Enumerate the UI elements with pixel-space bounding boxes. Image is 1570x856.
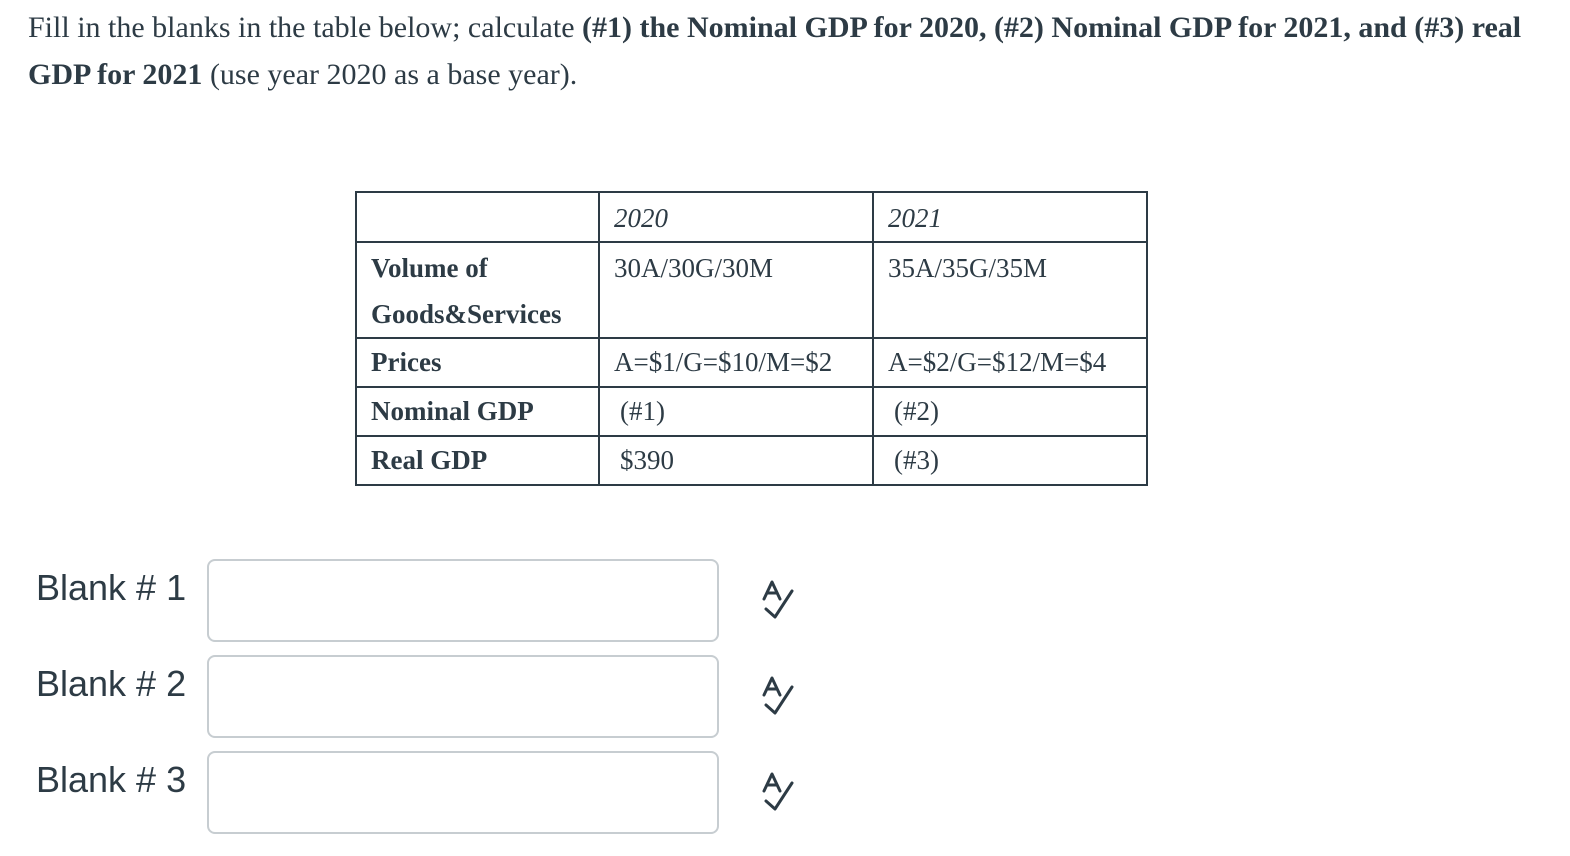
table-row — [356, 436, 1147, 485]
cell-real-2020-text: $390 — [620, 445, 674, 475]
row-label-volume-line1: Volume of — [371, 253, 488, 283]
cell-prices-2020: A=$1/G=$10/M=$2 — [599, 338, 873, 387]
blank-input-3[interactable] — [207, 751, 719, 834]
blank-input-2[interactable] — [207, 655, 719, 738]
row-label-volume — [356, 242, 599, 338]
question-text — [28, 4, 1528, 98]
blank-label-1: Blank # 1 — [36, 567, 187, 608]
blank-row-2 — [0, 655, 900, 739]
spellcheck-icon[interactable] — [758, 675, 798, 717]
spellcheck-icon[interactable] — [758, 579, 798, 621]
table-header-2020: 2020 — [599, 192, 873, 242]
cell-real-2021-text: (#3) — [894, 445, 939, 475]
blank-input-1[interactable] — [207, 559, 719, 642]
blank-label-2: Blank # 2 — [36, 663, 187, 704]
cell-nominal-2021 — [873, 387, 1147, 436]
table-row — [356, 242, 1147, 338]
question-outro: (use year 2020 as a base year). — [202, 58, 578, 91]
gdp-table — [355, 191, 1148, 486]
cell-nominal-2020-text: (#1) — [620, 396, 665, 426]
cell-nominal-2020 — [599, 387, 873, 436]
cell-prices-2021: A=$2/G=$12/M=$4 — [873, 338, 1147, 387]
row-label-nominal-gdp: Nominal GDP — [356, 387, 599, 436]
question-intro: Fill in the blanks in the table below; calculate — [28, 11, 583, 44]
row-label-real-gdp: Real GDP — [356, 436, 599, 485]
question-bold: (#1) the Nominal GDP for 2020, (#2) Nominal GDP for 2021, and (#3) real GDP for 2021 — [28, 11, 1522, 91]
blank-label-3: Blank # 3 — [36, 759, 187, 800]
cell-volume-2021: 35A/35G/35M — [873, 242, 1147, 338]
cell-real-2020 — [599, 436, 873, 485]
cell-nominal-2021-text: (#2) — [894, 396, 939, 426]
blank-row-3 — [0, 751, 900, 835]
cell-real-2021 — [873, 436, 1147, 485]
row-label-prices: Prices — [356, 338, 599, 387]
table-header-empty — [356, 192, 599, 242]
table-row — [356, 387, 1147, 436]
table-row — [356, 338, 1147, 387]
blank-row-1 — [0, 559, 900, 643]
table-header-2021: 2021 — [873, 192, 1147, 242]
row-label-volume-line2: Goods&Services — [371, 299, 562, 329]
spellcheck-icon[interactable] — [758, 771, 798, 813]
table-header-row — [356, 192, 1147, 242]
cell-volume-2020: 30A/30G/30M — [599, 242, 873, 338]
